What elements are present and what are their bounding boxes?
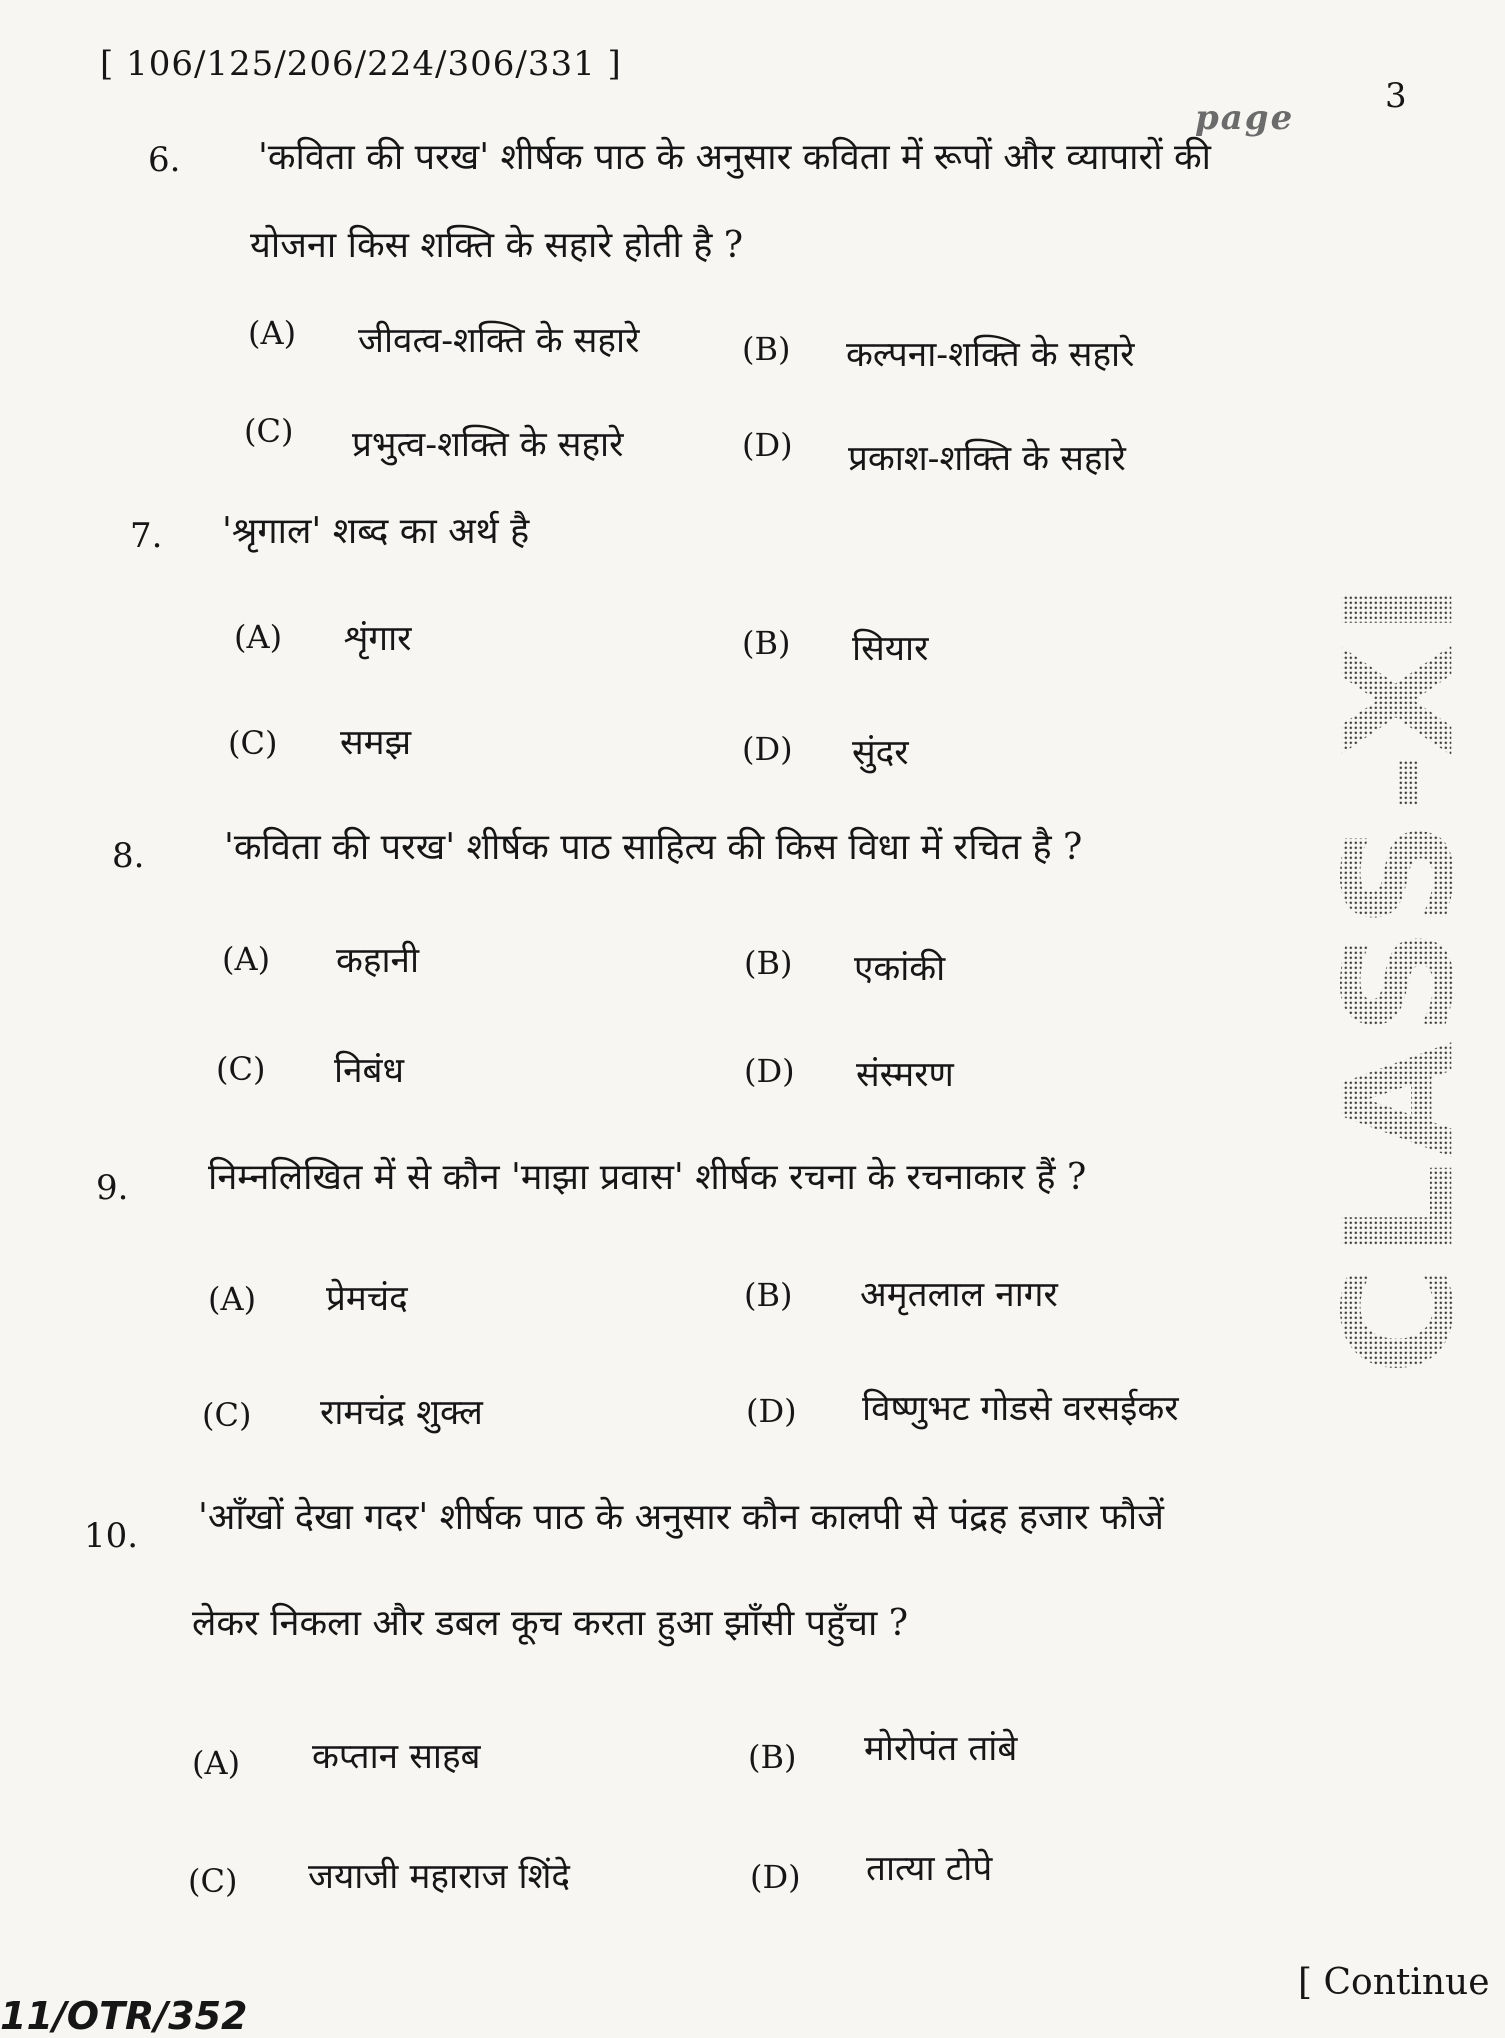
question-text: 'कविता की परख' शीर्षक पाठ साहित्य की किस विधा में रचित है ? xyxy=(224,827,1083,868)
option-letter: (D) xyxy=(750,1858,801,1896)
option-text: प्रकाश-शक्ति के सहारे xyxy=(848,439,1126,479)
question-number: 9. xyxy=(96,1168,129,1208)
question-text: 'आँखों देखा गदर' शीर्षक पाठ के अनुसार कौन कालपी से पंद्रह हजार फौजें xyxy=(198,1497,1164,1538)
option-text: प्रेमचंद xyxy=(326,1279,408,1319)
page-label: page xyxy=(1195,98,1295,138)
question-text: निम्नलिखित में से कौन 'माझा प्रवास' शीर्षक रचना के रचनाकार हैं ? xyxy=(208,1157,1087,1198)
option-letter: (A) xyxy=(234,618,283,656)
question-number: 6. xyxy=(148,140,181,180)
option-letter: (A) xyxy=(222,940,271,978)
option-letter: (C) xyxy=(188,1862,238,1900)
option-text: जयाजी महाराज शिंदे xyxy=(308,1857,571,1897)
option-letter: (D) xyxy=(746,1392,797,1430)
continue-label: [ Continue xyxy=(1298,1962,1490,2003)
option-text: समझ xyxy=(340,723,412,763)
class-stamp-text: CLASS-XI xyxy=(1313,574,1488,1376)
option-letter: (A) xyxy=(248,314,297,352)
option-text: जीवत्व-शक्ति के सहारे xyxy=(358,321,640,361)
page-number: 3 xyxy=(1385,76,1407,116)
question-text: लेकर निकला और डबल कूच करता हुआ झाँसी पहुँचा ? xyxy=(192,1603,909,1644)
footer-code: 11/OTR/352 xyxy=(0,1994,248,2038)
question-text: 'कविता की परख' शीर्षक पाठ के अनुसार कविता में रूपों और व्यापारों की xyxy=(258,137,1211,178)
option-text: सुंदर xyxy=(852,733,909,773)
option-text: तात्या टोपे xyxy=(866,1849,993,1889)
option-text: विष्णुभट गोडसे वरसईकर xyxy=(862,1389,1179,1429)
option-letter: (B) xyxy=(742,624,791,662)
option-letter: (C) xyxy=(228,724,278,762)
option-letter: (B) xyxy=(748,1738,797,1776)
option-letter: (D) xyxy=(742,730,793,768)
option-letter: (C) xyxy=(244,412,294,450)
option-letter: (A) xyxy=(192,1744,241,1782)
question-number: 7. xyxy=(130,516,163,556)
option-letter: (B) xyxy=(742,330,791,368)
option-letter: (C) xyxy=(216,1050,266,1088)
question-number: 8. xyxy=(112,836,145,876)
option-text: एकांकी xyxy=(854,949,946,989)
option-letter: (B) xyxy=(744,944,793,982)
option-letter: (D) xyxy=(744,1052,795,1090)
question-text: 'श्रृगाल' शब्द का अर्थ है xyxy=(222,511,530,552)
option-text: प्रभुत्व-शक्ति के सहारे xyxy=(352,425,624,465)
option-letter: (D) xyxy=(742,426,793,464)
option-text: निबंध xyxy=(334,1051,405,1091)
question-text: योजना किस शक्ति के सहारे होती है ? xyxy=(250,225,744,266)
option-text: रामचंद्र शुक्ल xyxy=(320,1393,483,1433)
option-text: सियार xyxy=(852,629,929,669)
class-stamp xyxy=(1313,455,1488,1495)
option-text: कहानी xyxy=(336,941,420,981)
option-text: मोरोपंत तांबे xyxy=(864,1729,1018,1769)
paper-code: [ 106/125/206/224/306/331 ] xyxy=(100,44,622,84)
option-letter: (C) xyxy=(202,1396,252,1434)
option-text: अमृतलाल नागर xyxy=(860,1275,1058,1315)
option-text: कल्पना-शक्ति के सहारे xyxy=(846,335,1135,375)
option-letter: (A) xyxy=(208,1280,257,1318)
question-number: 10. xyxy=(84,1516,139,1556)
option-text: कप्तान साहब xyxy=(312,1737,481,1777)
option-text: शृंगार xyxy=(344,619,412,659)
option-letter: (B) xyxy=(744,1276,793,1314)
option-text: संस्मरण xyxy=(856,1055,954,1095)
